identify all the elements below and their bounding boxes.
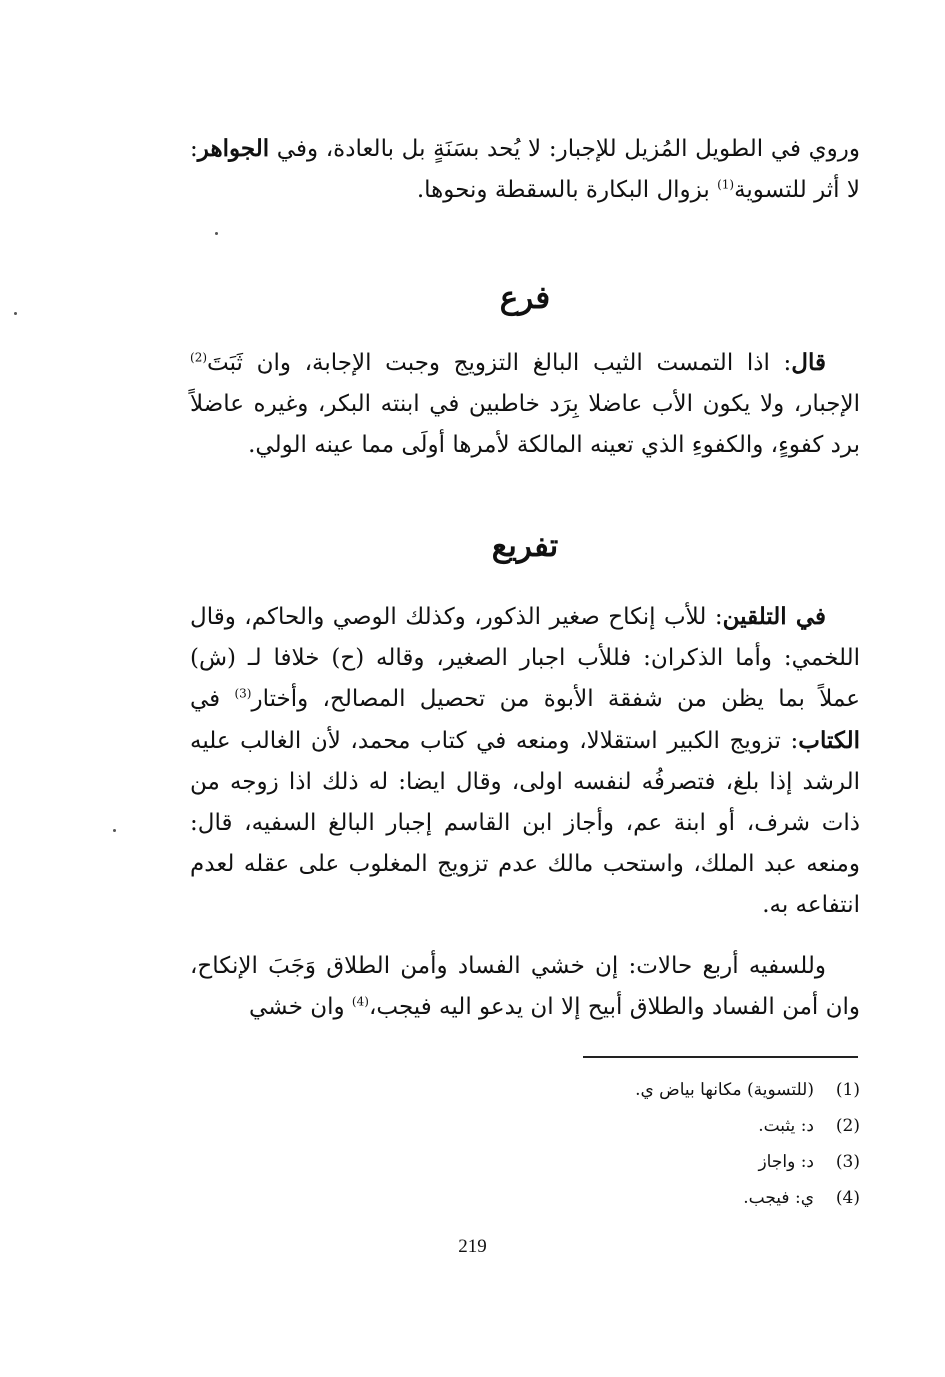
- footnote-2: [400, 1108, 860, 1144]
- paragraph-1: [190, 128, 860, 211]
- footnote-number: (1): [835, 1080, 860, 1100]
- footnote-number: (2): [835, 1116, 860, 1136]
- paragraph-1-line-1: وروي في الطويل المُزيل للإجبار: لا يُحد بسَنَةٍ بل بالعادة، وفي: [276, 136, 860, 162]
- page-number: 219: [458, 1236, 487, 1257]
- paragraph-3-text-a: : للأب إنكاح صغير الذكور، وكذلك الوصي والحاكم، وقال اللخمي: وأما الذكران: فللأب اجبار الصغير، وقاله (ح) خلافا لـ (ش) عملاً بما يظن من شفقة الأبوة من تحصيل المصالح، وأختار: [190, 604, 860, 712]
- paragraph-3-text-b: في: [190, 686, 235, 712]
- footnote-ref-2: (2): [190, 350, 208, 365]
- keyword-jawahir: الجواهر: [197, 135, 270, 162]
- footnote-text: (للتسوية) مكانها بياض ي.: [635, 1080, 814, 1100]
- footnote-ref-1: (1): [717, 177, 735, 192]
- section-heading-far: فرع: [499, 280, 551, 316]
- footnote-4: [400, 1180, 860, 1216]
- keyword-qal: قال: [791, 349, 826, 376]
- footnote-number: (4): [835, 1188, 860, 1208]
- paragraph-4-text-a: وللسفيه أربع حالات: إن خشي الفساد وأمن الطلاق وَجَبَ الإنكاح، وان أمن الفساد والطلاق أبيح إلا ان يدعو اليه فيجب،: [190, 953, 860, 1020]
- footnotes: [400, 1072, 860, 1216]
- footnote-separator: [583, 1056, 858, 1058]
- paragraph-4-text-b: وان خشي: [249, 994, 352, 1020]
- paragraph-4: [190, 946, 860, 1028]
- paragraph-2-text-b: الإجبار، ولا يكون الأب عاضلا بِرَد خاطبين في ابنته البكر، وغيره عاضلاً برد كفوءٍ، والكفوءِ الذي تعينه المالكة لأمرها أولَى مما عينه الولي.: [190, 391, 860, 458]
- footnote-ref-4: (4): [351, 994, 369, 1009]
- footnote-1: [400, 1072, 860, 1108]
- paragraph-1-text-b: بزوال البكارة بالسقطة ونحوها.: [416, 177, 718, 203]
- scan-speck: [215, 232, 218, 235]
- footnote-text: د: يثبت.: [758, 1116, 814, 1136]
- paragraph-1-text-a: : لا أثر للتسوية: [190, 136, 860, 203]
- paragraph-3-text-c: : تزويج الكبير استقلالا، ومنعه في كتاب محمد، لأن الغالب عليه الرشد إذا بلغ، فتصرفُه لنفسه اولى، وقال ايضا: له ذلك اذا زوجه من ذات شرف، أو ابنة عم، وأجاز ابن القاسم إجبار البالغ السفيه، قال: ومنعه عبد الملك، واستحب مالك عدم تزويج المغلوب على عقله لعدم انتفاعه به.: [190, 728, 860, 918]
- footnote-text: د: واجاز: [758, 1152, 814, 1172]
- footnote-3: [400, 1144, 860, 1180]
- paragraph-3: [190, 596, 860, 926]
- footnote-text: ي: فيجب.: [743, 1188, 814, 1208]
- footnote-number: (3): [835, 1152, 860, 1172]
- keyword-talqin: في التلقين: [722, 603, 827, 630]
- scan-speck: [113, 829, 116, 832]
- paragraph-2-text-a: : اذا التمست الثيب البالغ التزويج وجبت الإجابة، وان ثَبَتَ: [207, 350, 792, 376]
- section-heading-tafri: تفريع: [491, 528, 559, 564]
- keyword-kitab: الكتاب: [798, 727, 860, 754]
- paragraph-2: [190, 342, 860, 466]
- scan-speck: [14, 312, 17, 315]
- footnote-ref-3: (3): [234, 686, 252, 701]
